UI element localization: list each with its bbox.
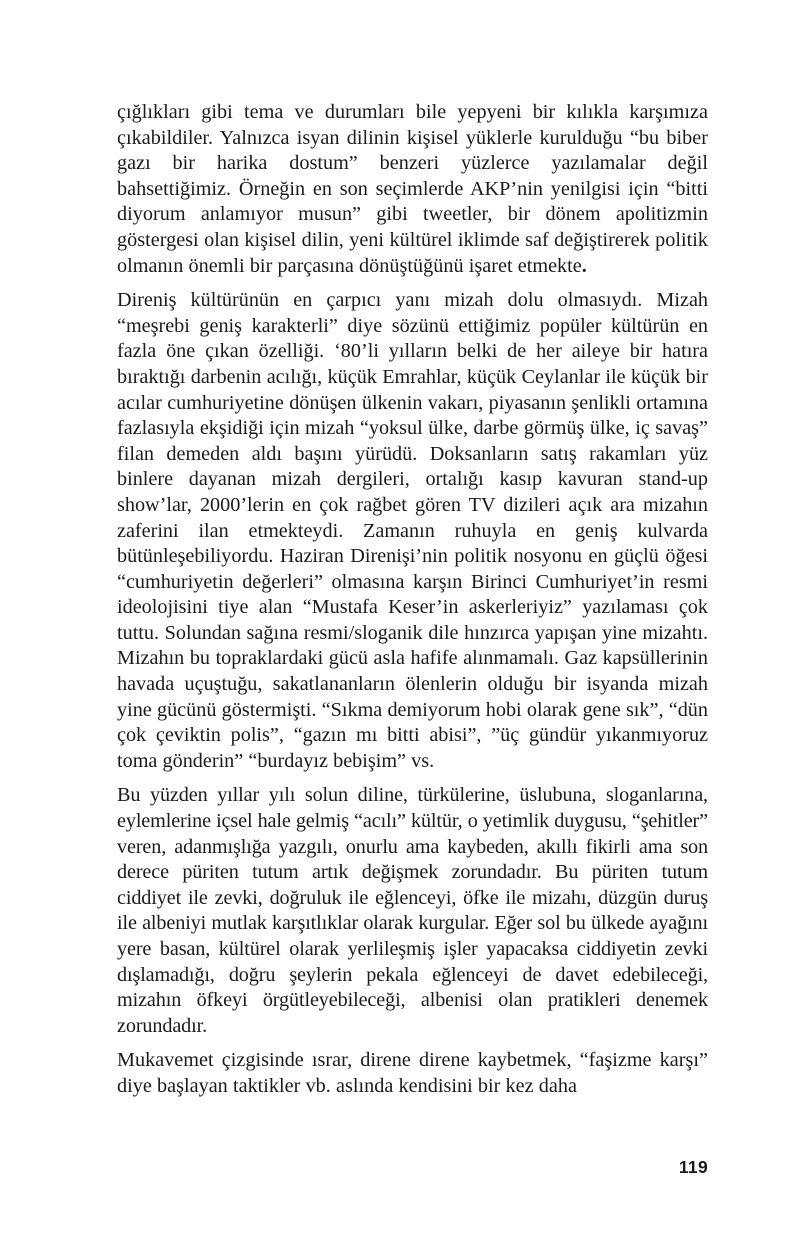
paragraph-4: Mukavemet çizgisinde ısrar, direne direne kaybetmek, “faşizme karşı” diye başlayan taktikler vb. aslında kendisini bir kez daha xyxy=(117,1049,708,1097)
paragraph-1-text: çığlıkları gibi tema ve durumları bile yepyeni bir kılıkla karşımıza çıkabildiler. Yalnızca isyan dilinin kişisel yüklerle kurulduğu “bu biber gazı bir harika dostum” benzeri yüzlerce yazılamalar değil bahsettiğimiz. Örneğin en son seçimlerde AKP’nin yenilgisi için “bitti diyorum anlamıyor musun” gibi tweetler, bir dönem apolitizmin göstergesi olan kişisel dilin, yeni kültürel iklimde saf değiştirerek politik olmanın önemli bir parçasına dönüştüğünü işaret etmekte xyxy=(117,101,708,277)
page-text-block xyxy=(117,100,708,1100)
paragraph-2: Direniş kültürünün en çarpıcı yanı mizah dolu olmasıydı. Mizah “meşrebi geniş karakterli” diye sözünü ettiğimiz popüler kültürün en fazla öne çıkan özelliği. ‘80’li yılların belki de her aileye bir hatıra bıraktığı darbenin acılığı, küçük Emrahlar, küçük Ceylanlar ile küçük bir acılar cumhuriyetine dönüşen ülkenin vakarı, piyasanın şenlikli ortamına fazlasıyla ekşidiği için mizah “yoksul ülke, darbe görmüş ülke, iç savaş” filan demeden aldı başını yürüdü. Doksanların satış rakamları yüz binlere dayanan mizah dergileri, ortalığı kasıp kavuran stand-up show’lar, 2000’lerin en çok rağbet gören TV dizileri açık ara mizahın zaferini ilan etmekteydi. Zamanın ruhuyla en geniş kulvarda bütünleşebiliyordu. Haziran Direnişi’nin politik nosyonu en güçlü öğesi “cumhuriyetin değerleri” olmasına karşın Birinci Cumhuriyet’in resmi ideolojisini tiye alan “Mustafa Keser’in askerleriyiz” yazılaması çok tuttu. Solundan sağına resmi/sloganik dile hınzırca yapışan yine mizahtı. Mizahın bu topraklardaki gücü asla hafife alınmamalı. Gaz kapsüllerinin havada uçuştuğu, sakatlananların ölenlerin olduğu bir isyanda mizah yine gücünü göstermişti. “Sıkma demiyorum hobi olarak gene sık”, “dün çok çeviktin polis”, “gazın mı bitti abisi”, ”üç gündür yıkanmıyoruz toma gönderin” “burdayız bebişim” vs. xyxy=(117,289,708,772)
page-number: 119 xyxy=(678,1157,708,1177)
paragraph-1 xyxy=(117,100,708,279)
paragraph-3: Bu yüzden yıllar yılı solun diline, türkülerine, üslubuna, sloganlarına, eylemlerine içsel hale gelmiş “acılı” kültür, o yetimlik duygusu, “şehitler” veren, adanmışlığa yazgılı, onurlu ama kaybeden, akıllı fikirli ama son derece püriten tutum artık değişmek zorundadır. Bu püriten tutum ciddiyet ile zevki, doğruluk ile eğlenceyi, öfke ile mizahı, düzgün duruş ile albeniyi mutlak karşıtlıklar olarak kurgular. Eğer sol bu ülkede ayağını yere basan, kültürel olarak yerlileşmiş işler yapacaksa ciddiyetin zevki dışlamadığı, doğru şeylerin pekala eğlenceyi de davet edebileceği, mizahın öfkeyi örgütleyebileceği, albenisi olan pratikleri denemek zorundadır. xyxy=(117,784,708,1037)
paragraph-1-terminal-period: . xyxy=(581,254,587,277)
